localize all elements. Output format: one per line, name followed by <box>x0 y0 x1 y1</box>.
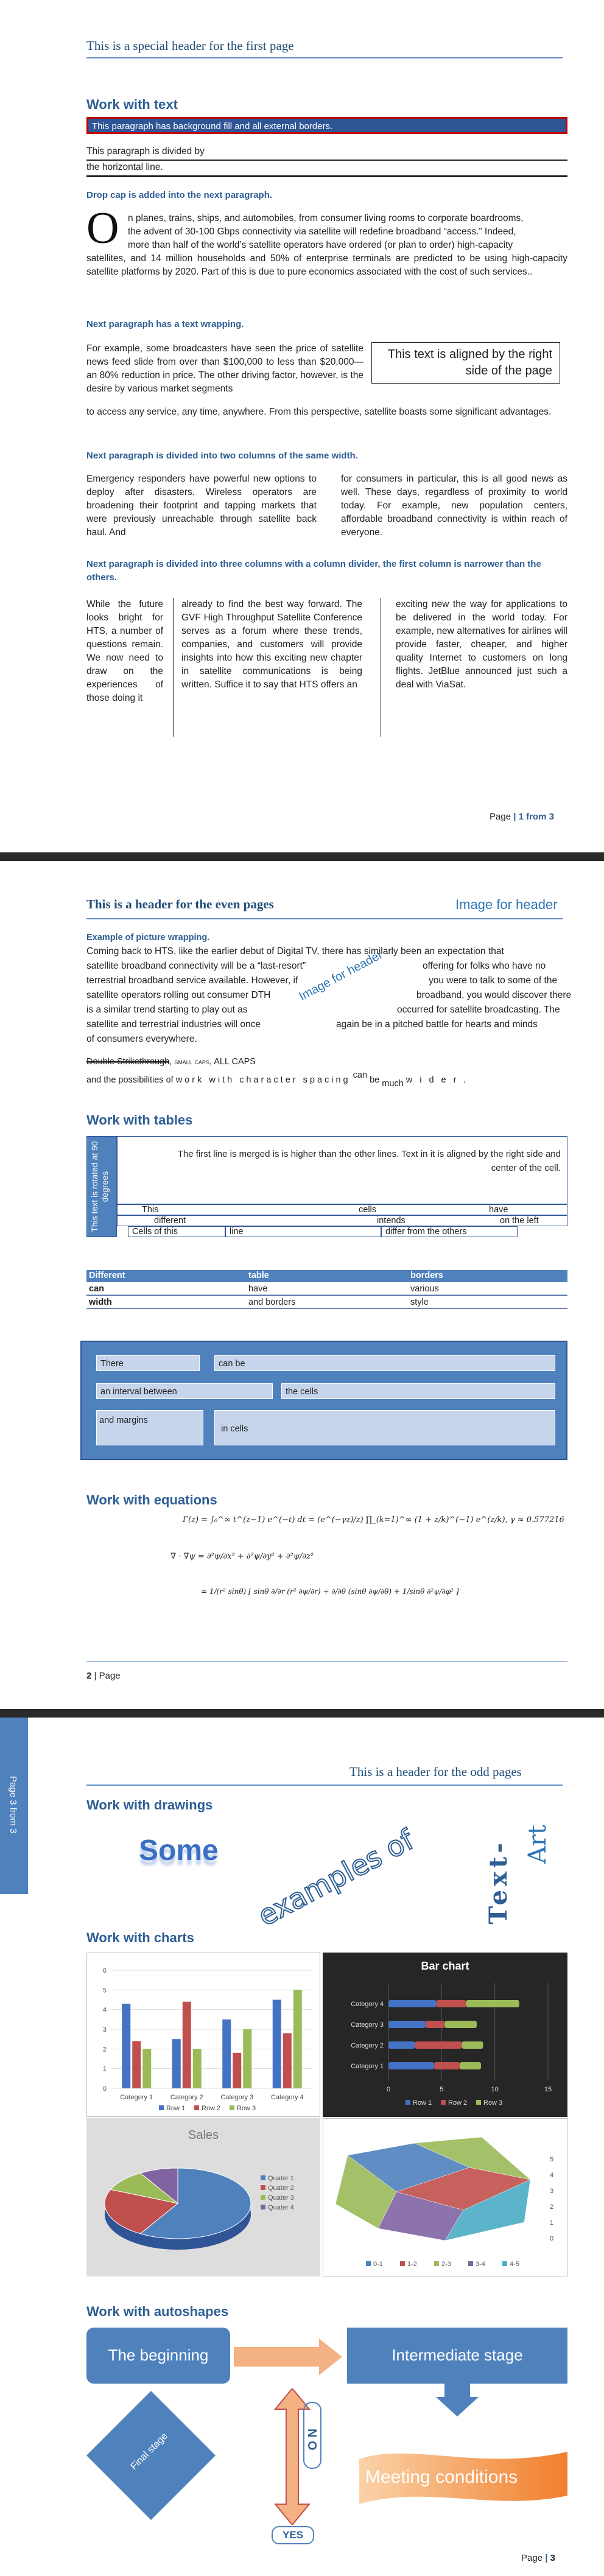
arrow-down <box>436 2384 479 2416</box>
side-tab-label: Page 3 from 3 <box>7 1776 18 1834</box>
table-cell: line <box>225 1226 381 1237</box>
page-footer <box>86 1669 121 1683</box>
y-tick-label: 3 <box>102 2026 107 2034</box>
y-tick-label: Category 2 <box>351 2042 384 2049</box>
x-tick-label: Category 4 <box>270 2094 304 2101</box>
legend-swatch <box>400 2261 405 2266</box>
table-header-cell: Different <box>89 1271 125 1280</box>
small-caps-text: small caps <box>174 1057 209 1066</box>
bar <box>193 2049 202 2088</box>
page-divider <box>0 1709 604 1718</box>
header-rule <box>86 1785 563 1786</box>
bar <box>142 2049 151 2088</box>
spaced-cell: in cells <box>214 1410 555 1445</box>
bar <box>388 2000 437 2007</box>
page-header-left: This is a header for the even pages <box>86 897 274 911</box>
footer-page-number: 2 <box>86 1671 92 1681</box>
y-tick-label: Category 4 <box>351 2001 384 2008</box>
spaced-cell: an interval between <box>96 1383 273 1399</box>
arrow-right <box>234 2339 343 2375</box>
legend-swatch <box>434 2261 439 2266</box>
legend-swatch <box>230 2105 234 2110</box>
table-cell: This <box>142 1205 159 1215</box>
autoshapes-title: Work with autoshapes <box>86 2304 229 2319</box>
twocol-right: for consumers in particular, this is all good news as well. These days, regardless of proximity to world today. For example, new population centers, affordable broadband connectivity is within reach of everyone. <box>341 474 567 538</box>
legend-label: Row 2 <box>202 2105 221 2112</box>
table-cell: can <box>89 1284 104 1294</box>
character-spacing-text: work with character spacing <box>175 1075 351 1085</box>
y-tick-label: 1 <box>102 2065 107 2073</box>
twocol-note: Next paragraph is divided into two columns of the same width. <box>86 451 358 461</box>
filled-paragraph: This paragraph has background fill and all external borders. <box>86 117 567 134</box>
table-header-row <box>86 1270 567 1282</box>
table-cell: intends <box>377 1216 406 1226</box>
legend-label: Quater 2 <box>268 2185 294 2192</box>
table-cell: various <box>410 1284 439 1294</box>
divided-paragraph-line1: This paragraph is divided by <box>86 146 205 156</box>
legend-label: 3-4 <box>476 2261 485 2268</box>
bar <box>445 2021 477 2028</box>
table-cell: differ from the others <box>381 1226 518 1237</box>
dropcap-line2: the advent of 30-100 Gbps connectivity via satellite will redefine broadband “access.” Indeed, <box>128 226 516 237</box>
x-tick-label: 15 <box>544 2086 552 2093</box>
z-tick-label: 0 <box>550 2235 554 2242</box>
z-tick-label: 5 <box>550 2156 554 2163</box>
equation-laplacian: ∇ · ∇ψ = ∂²ψ/∂x² + ∂²ψ/∂y² + ∂²ψ/∂z² <box>170 1552 314 1561</box>
column-divider <box>173 598 174 737</box>
bar <box>222 2020 231 2088</box>
wrap-line: of consumers everywhere. <box>86 1034 197 1044</box>
legend-swatch <box>194 2105 199 2110</box>
bar <box>434 2062 460 2069</box>
wrap-line: is a similar trend starting to play out as <box>86 1005 248 1015</box>
wrap-line: terrestrial broadband service available. However, if <box>86 975 298 986</box>
table-cell: width <box>89 1297 112 1307</box>
table-row-shifted <box>128 1226 518 1237</box>
wrap-line: satellite and terrestrial industries will once <box>86 1019 261 1030</box>
spacing-prefix: and the possibilities of <box>86 1075 174 1085</box>
legend-label: 4-5 <box>510 2261 519 2268</box>
page-header-right: Image for header <box>455 897 558 912</box>
shape-meeting-conditions: Meeting conditions <box>365 2467 518 2487</box>
equations-title: Work with equations <box>86 1492 217 1507</box>
spaced-cell: can be <box>214 1355 555 1371</box>
surface-chart-svg <box>323 2119 568 2277</box>
no-bracket-label: N O <box>303 2402 321 2469</box>
wide-text: wider. <box>406 1075 473 1085</box>
wrap-text-rest: to access any service, any time, anywhere. From this perspective, satellite boasts some significant advantages. <box>86 407 552 417</box>
header-rule <box>86 57 563 58</box>
shape-final-stage: Final stage <box>128 2430 170 2472</box>
lowered-text: much <box>382 1079 404 1089</box>
footer-page-label: Page <box>490 812 511 822</box>
legend-label: Row 1 <box>413 2099 432 2107</box>
spaced-cell: the cells <box>281 1383 555 1399</box>
tables-title: Work with tables <box>86 1112 193 1128</box>
threecol-note: Next paragraph is divided into three columns with a column divider, the first column is narrower than the others. <box>86 559 541 583</box>
table-row <box>117 1215 567 1226</box>
dropcap-line1: n planes, trains, ships, and automobiles, from consumer living rooms to corporate boardrooms, <box>128 213 524 223</box>
y-tick-label: 2 <box>102 2046 107 2054</box>
legend-swatch <box>159 2105 164 2110</box>
wrap-line: satellite broadband connectivity will be a “last-resort” <box>86 961 306 971</box>
chart-title: Sales <box>188 2129 219 2142</box>
legend-label: 1-2 <box>407 2261 417 2268</box>
wrap-line: broadband, you would discover there <box>416 990 572 1000</box>
pie-chart-svg <box>86 2118 320 2276</box>
dropcap-rest: satellites, and 14 million households and 50% of enterprise terminals are predicted to be using high-capacity satellite platforms by 2020. Part of this is due to pure economics associated with the cost of such services.. <box>86 253 567 277</box>
raised-text: can <box>353 1070 368 1080</box>
x-tick-label: 10 <box>491 2086 499 2093</box>
legend-swatch <box>441 2100 446 2105</box>
bar <box>233 2053 241 2088</box>
y-tick-label: Category 3 <box>351 2021 384 2029</box>
section-title: Work with text <box>86 97 178 112</box>
page-footer <box>521 2552 555 2565</box>
merged-cell: The first line is merged is is higher than the other lines. Text in it is aligned by the right side and center of the cell. <box>117 1136 567 1204</box>
footer-rule <box>86 1661 567 1662</box>
right-aligned-box: This text is aligned by the right side of the page <box>371 342 560 384</box>
wrap-line: you were to talk to some of the <box>429 975 558 986</box>
bar <box>172 2039 181 2088</box>
table-cell: have <box>248 1284 268 1294</box>
y-tick-label: 6 <box>102 1967 107 1974</box>
x-tick-label: Category 3 <box>220 2094 254 2101</box>
bar <box>388 2021 426 2028</box>
z-tick-label: 1 <box>550 2219 554 2227</box>
equation-gamma: Γ(z) = ∫₀^∞ t^(z−1) e^(−t) dt = (e^(−γz)/z) ∏_(k=1)^∞ (1 + z/k)^(−1) e^(z/k), γ ≈ 0.577216 <box>183 1515 564 1525</box>
legend-swatch <box>261 2195 265 2200</box>
legend-swatch <box>406 2100 410 2105</box>
table-row <box>117 1204 567 1215</box>
wrap-line: satellite operators rolling out consumer DTH <box>86 990 271 1000</box>
wordart-examples: examples of <box>252 1823 420 1932</box>
y-tick-label: 5 <box>102 1987 107 1995</box>
y-tick-label: Category 1 <box>351 2063 384 2070</box>
x-tick-label: Category 2 <box>170 2094 203 2101</box>
chart-title: Bar chart <box>421 1960 469 1972</box>
yes-bracket-label: YES <box>272 2526 314 2544</box>
drawings-title: Work with drawings <box>86 1797 213 1813</box>
wrap-line: again be in a pitched battle for hearts and minds <box>336 1019 538 1030</box>
bar <box>183 2002 191 2088</box>
wrap-note: Next paragraph has a text wrapping. <box>86 319 244 329</box>
bar-chart-svg <box>323 1953 567 2117</box>
wrap-line: occurred for satellite broadcasting. The <box>397 1005 560 1015</box>
bar <box>415 2041 462 2049</box>
bar <box>460 2062 481 2069</box>
page-divider <box>0 852 604 861</box>
legend-swatch <box>468 2261 473 2266</box>
bar <box>388 2041 415 2049</box>
y-tick-label: 0 <box>102 2085 107 2093</box>
x-tick-label: Category 1 <box>120 2094 153 2101</box>
picture-wrap-note: Example of picture wrapping. <box>86 933 210 942</box>
spaced-cell: There <box>96 1355 200 1371</box>
equation-spherical: = 1/(r² sinθ) [ sinθ ∂/∂r (r² ∂ψ/∂r) + ∂/∂θ (sinθ ∂ψ/∂θ) + 1/sinθ ∂²ψ/∂φ² ] <box>201 1587 459 1596</box>
z-tick-label: 3 <box>550 2188 554 2195</box>
threecol-col2: already to find the best way forward. The GVF High Throughput Satellite Conference serves as a forum where these trends, companies, and customers will provide insights into how this exciting new chapter in satellite communications is being written. Suffice it to say that HTS offers an <box>181 599 362 690</box>
x-tick-label: 0 <box>386 2086 391 2093</box>
legend-swatch <box>261 2185 265 2190</box>
legend-label: Row 1 <box>166 2105 186 2112</box>
chart-surface <box>323 2118 567 2276</box>
normal-text: be <box>370 1075 380 1085</box>
page-3 <box>0 1718 604 2576</box>
shape-the-beginning: The beginning <box>86 2328 230 2384</box>
wrap-line: offering for folks who have no <box>423 961 546 971</box>
z-tick-label: 4 <box>550 2172 554 2179</box>
bar <box>466 2000 519 2007</box>
legend-label: 2-3 <box>441 2261 451 2268</box>
footer-separator: | <box>94 1671 97 1681</box>
dropcap-line3: more than half of the world’s satellite operators have ordered (or plan to order) high-capacity <box>128 240 513 250</box>
page-2 <box>0 861 604 1709</box>
drop-cap-letter: O <box>86 203 119 253</box>
footer-page-label: Page <box>99 1671 121 1681</box>
chart-column <box>86 1953 320 2117</box>
twocol-left: Emergency responders have powerful new options to deploy after disasters. Wireless operators are broadening their footprint and tapping markets that were previously unreachable through satellite back haul. And <box>86 474 317 538</box>
all-caps-text: ALL CAPS <box>214 1057 256 1067</box>
bar <box>426 2021 444 2028</box>
table-1 <box>86 1136 567 1237</box>
legend-swatch <box>476 2100 481 2105</box>
legend-swatch <box>366 2261 371 2266</box>
legend-label: Quater 4 <box>268 2204 294 2211</box>
footer-page-number: 3 <box>550 2553 555 2563</box>
text-styles-line: Double Strikethrough, small caps, ALL CAPS <box>86 1057 256 1067</box>
spaced-cell: and margins <box>96 1410 203 1445</box>
table-cell: on the left <box>500 1216 539 1226</box>
column-chart-svg <box>87 1953 321 2118</box>
legend-label: Quater 1 <box>268 2175 294 2182</box>
double-strikethrough-text: Double Strikethrough <box>86 1057 170 1067</box>
bar <box>437 2000 466 2007</box>
divided-paragraph-line2: the horizontal line. <box>86 162 163 172</box>
chart-pie <box>86 2118 320 2276</box>
page-header: This is a special header for the first page <box>86 38 294 53</box>
table-3 <box>80 1341 567 1460</box>
wordart-text: Text- <box>484 1839 513 1925</box>
bottom-divider <box>86 175 567 177</box>
bar <box>132 2041 141 2088</box>
legend-label: Row 3 <box>237 2105 256 2112</box>
bar <box>462 2041 483 2049</box>
footer-page-label: Page <box>521 2553 543 2563</box>
shape-intermediate-stage: Intermediate stage <box>347 2328 567 2384</box>
threecol-col3: exciting new the way for applications to be delivered in the world today. For example, new alternatives for airlines will provide faster, cheaper, and higher quality Internet to customers on long flights. JetBlue announced just such a deal with ViaSat. <box>396 599 567 690</box>
bar <box>273 2000 281 2089</box>
table-cell: cells <box>359 1205 377 1215</box>
table-cell: have <box>489 1205 508 1215</box>
bar <box>283 2033 292 2088</box>
side-tab <box>0 1718 28 1894</box>
x-tick-label: 5 <box>440 2086 444 2093</box>
table-row <box>86 1297 567 1309</box>
header-rule <box>86 918 563 919</box>
rotated-cell-text: This text is rotated at 90 degrees <box>90 1141 110 1232</box>
page-footer <box>490 810 554 824</box>
page-1 <box>0 0 604 852</box>
table-cell: style <box>410 1297 429 1307</box>
legend-swatch <box>261 2205 265 2209</box>
bar <box>388 2062 434 2069</box>
table-cell: Cells of this <box>128 1226 225 1237</box>
legend-label: 0-1 <box>373 2261 383 2268</box>
dropcap-note: Drop cap is added into the next paragraph. <box>86 190 273 200</box>
chart-bar <box>323 1953 567 2117</box>
footer-separator: | <box>545 2553 548 2563</box>
bar <box>293 1990 302 2088</box>
legend-swatch <box>502 2261 507 2266</box>
footer-separator: | <box>513 812 516 822</box>
page-header: This is a header for the odd pages <box>349 1764 522 1779</box>
legend-label: Row 2 <box>448 2099 468 2107</box>
rotated-image-text: Image for header <box>297 948 385 1004</box>
rotated-cell <box>86 1136 117 1237</box>
table-cell: different <box>154 1216 186 1226</box>
y-tick-label: 4 <box>102 2006 107 2014</box>
wordart-some: Some <box>139 1834 219 1867</box>
table-header-cell: table <box>248 1271 269 1280</box>
legend-label: Row 3 <box>483 2099 503 2107</box>
legend-swatch <box>261 2175 265 2180</box>
threecol-col1: While the future looks bright for HTS, a number of questions remain. We now need to draw on the experiences of those doing it <box>86 599 163 703</box>
footer-page-count: 1 from 3 <box>518 812 554 822</box>
bar <box>122 2004 130 2088</box>
table-header-cell: borders <box>410 1271 443 1280</box>
bar <box>243 2029 251 2088</box>
z-tick-label: 2 <box>550 2203 554 2211</box>
spacing-line <box>86 1070 473 1089</box>
table-row <box>86 1283 567 1296</box>
charts-title: Work with charts <box>86 1930 194 1945</box>
legend-label: Quater 3 <box>268 2194 294 2202</box>
wrap-line: Coming back to HTS, like the earlier debut of Digital TV, there has similarly been an expectation that <box>86 946 504 956</box>
table-cell: and borders <box>248 1297 296 1307</box>
wordart-art: Art <box>524 1825 552 1864</box>
wrap-text: For example, some broadcasters have seen the price of satellite news feed slide from over than $100,000 to less than $20,000—an 80% reduction in price. The other driving factor, however, is the desire by various market segments <box>86 343 363 394</box>
